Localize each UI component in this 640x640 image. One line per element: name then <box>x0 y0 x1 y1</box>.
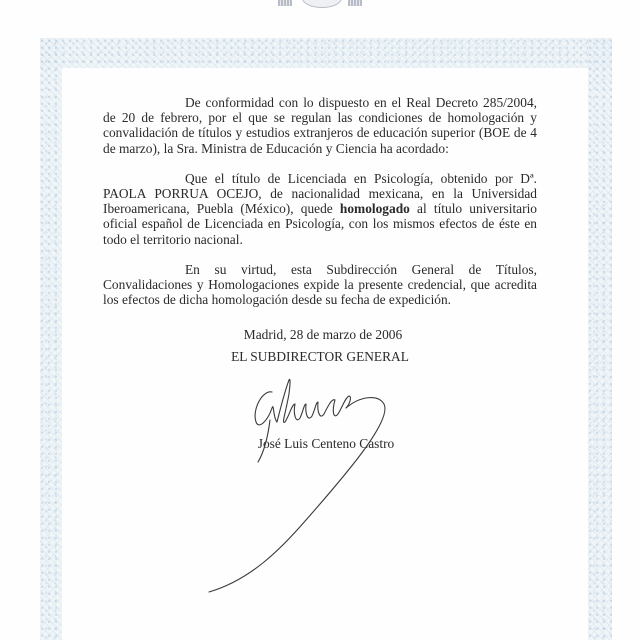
resolution-text-start: Que el título de Licenciada en Psicología, obtenido por Dª. PAOLA PORRUA OCEJO, de nacionalidad mexicana, en la Universidad Iberoamericana, Puebla (México), quede <box>103 170 537 217</box>
resolution-text-end: al título universitario oficial español de Licenciada en Psicología, con los mismos efectos de éste en todo el territorio nacional. <box>103 201 537 247</box>
paragraph-resolution <box>103 171 537 247</box>
pillar-left-icon <box>278 0 292 6</box>
paragraph-issuance: En su virtud, esta Subdirección General de Títulos, Convalidaciones y Homologaciones expide la presente credencial, que acredita los efectos de dicha homologación desde su fecha de expedición. <box>103 261 537 308</box>
seal-icon <box>302 0 342 8</box>
guilloche-border-top <box>40 38 612 68</box>
document-text <box>103 95 537 322</box>
signer-title: EL SUBDIRECTOR GENERAL <box>231 349 409 364</box>
paragraph-intro: De conformidad con lo dispuesto en el Real Decreto 285/2004, de 20 de febrero, por el que se regulan las condiciones de homologación y convalidación de títulos y estudios extranjeros de educación superior (BOE de 4 de marzo), la Sra. Ministra de Educación y Ciencia ha acordado: <box>103 95 537 156</box>
pillar-right-icon <box>348 0 362 6</box>
signer-name: José Luis Centeno Castro <box>257 436 395 451</box>
homologado-keyword: homologado <box>339 201 410 217</box>
place-and-date: Madrid, 28 de marzo de 2006 <box>243 327 403 342</box>
coat-of-arms-emblem-icon <box>276 0 366 8</box>
